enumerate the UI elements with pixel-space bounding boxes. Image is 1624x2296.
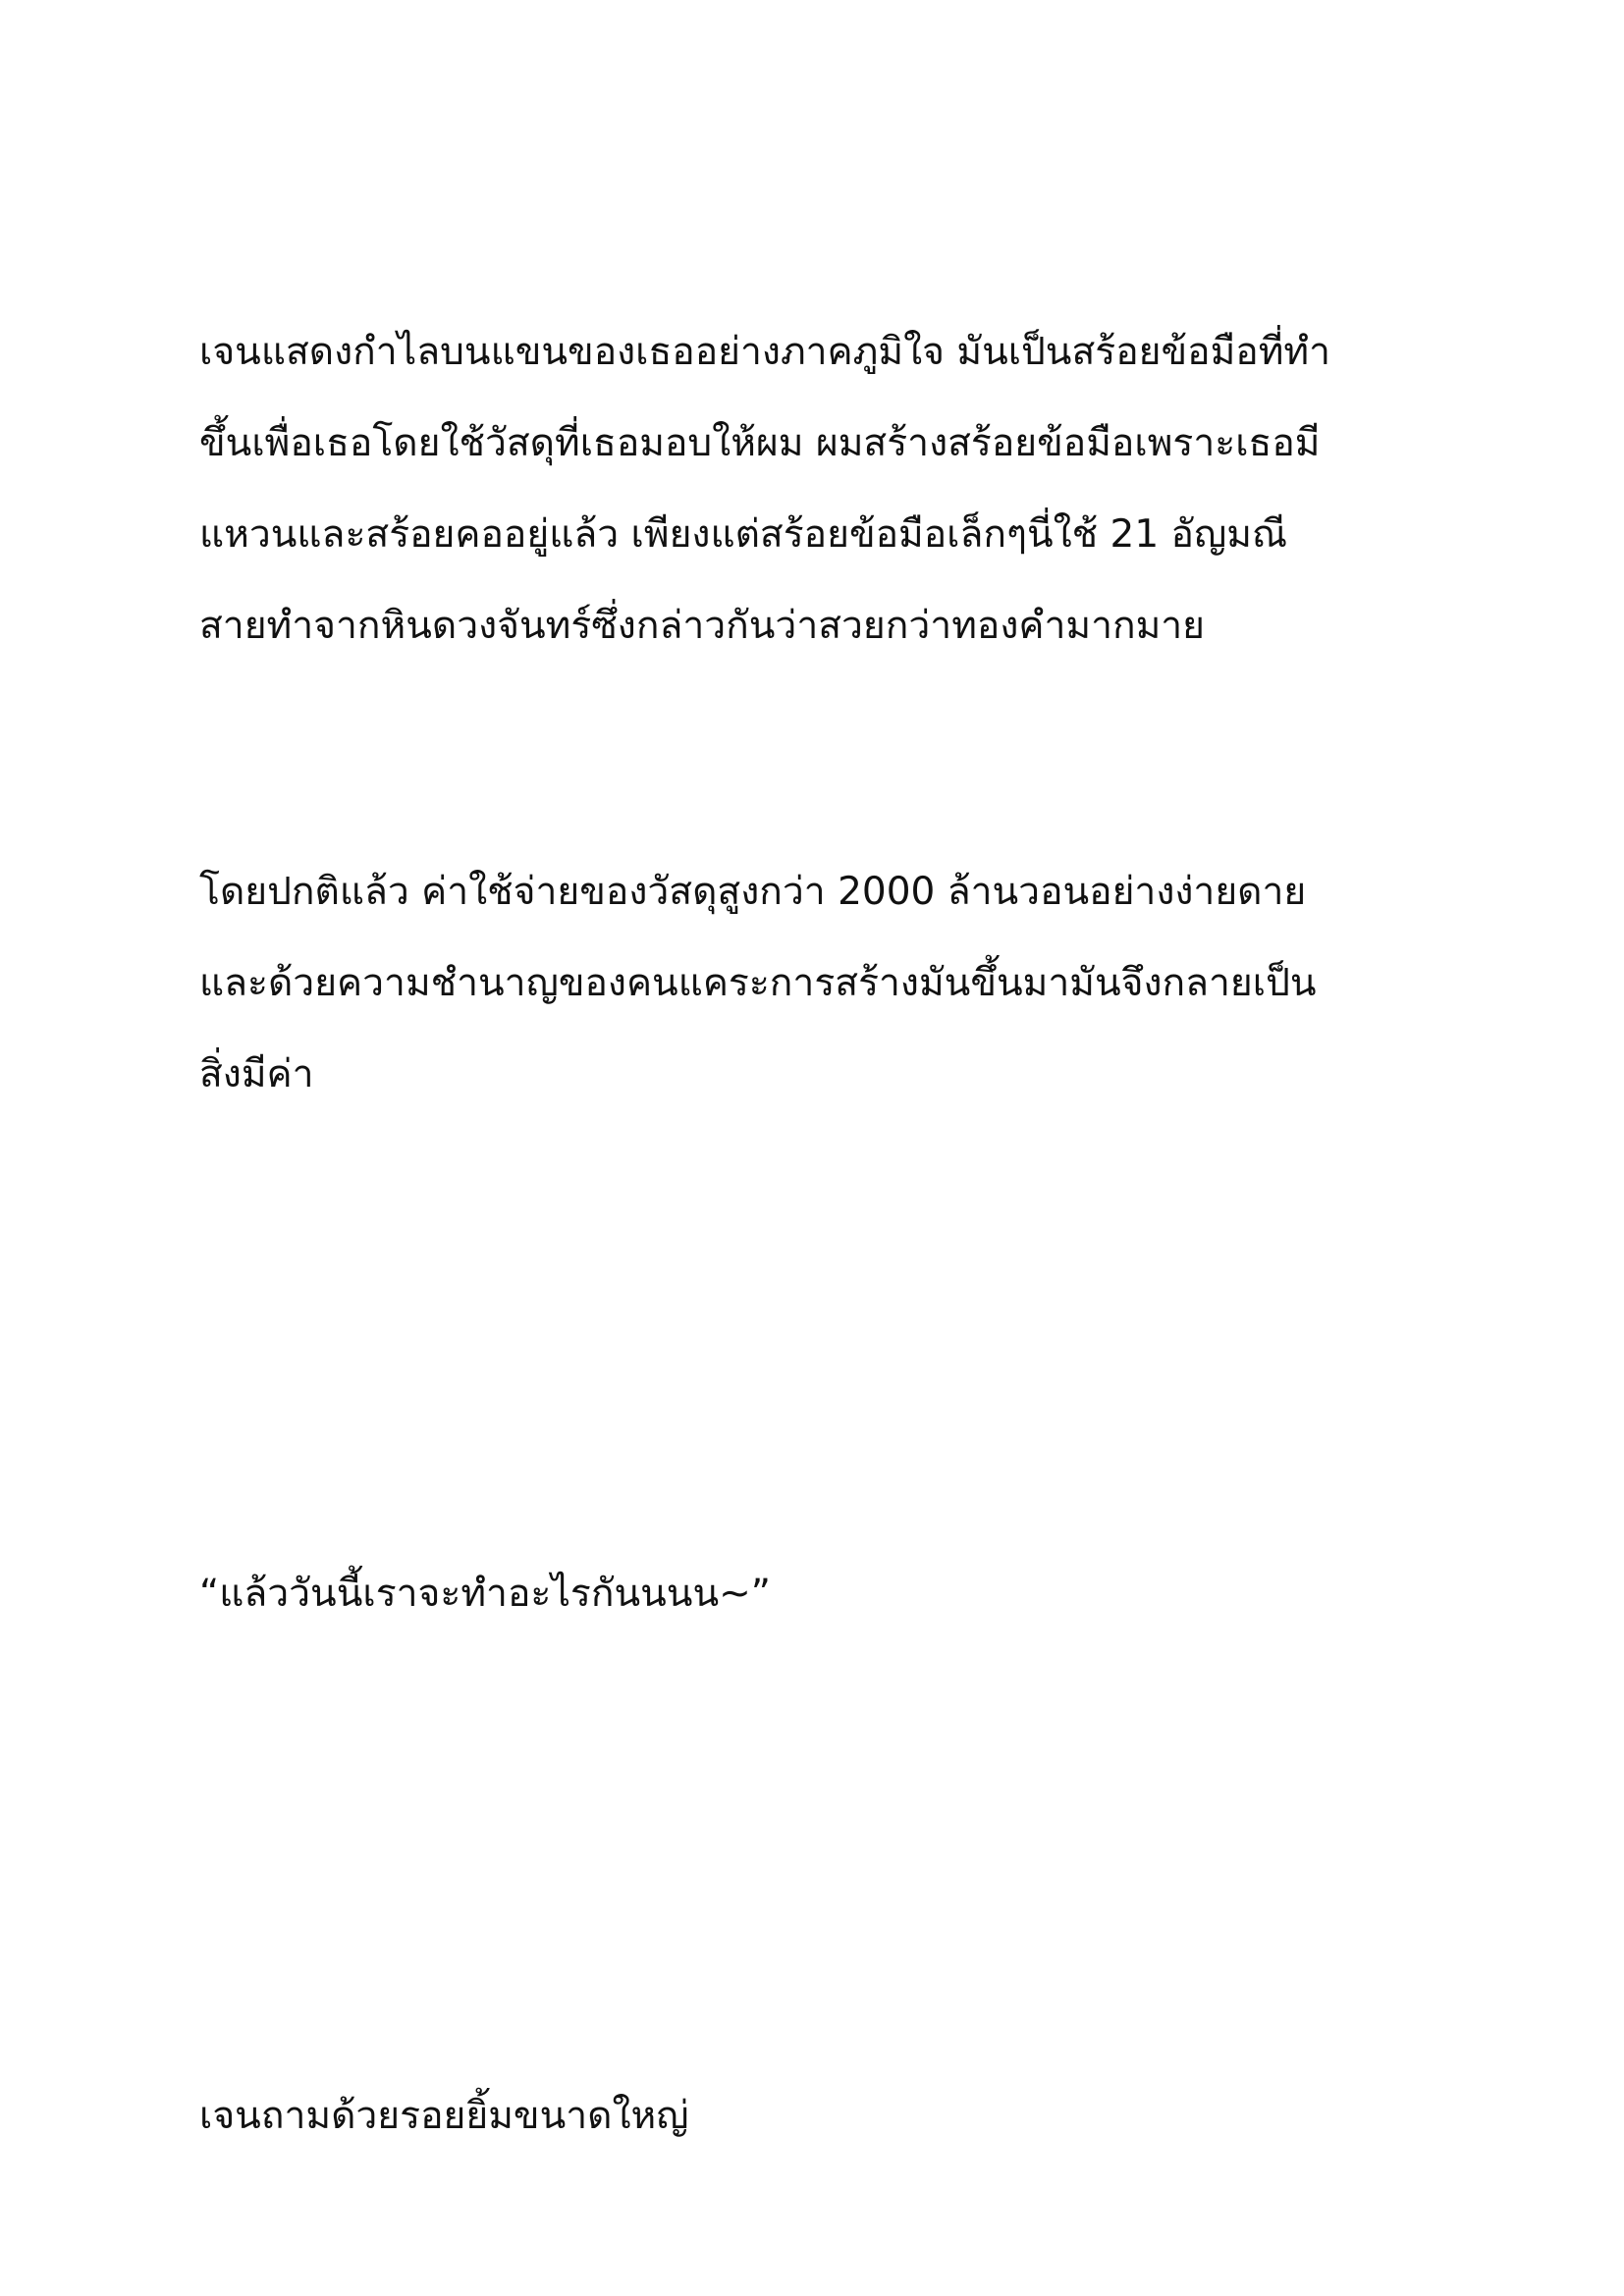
paragraph-cost — [199, 870, 1436, 1147]
paragraph-line: และด้วยความชำนาญของคนแคระการสร้างมันขึ้นมามันจึงกลายเป็น — [199, 961, 1317, 1005]
paragraph-line: โดยปกติแล้ว ค่าใช้จ่ายของวัสดุสูงกว่า 2000 ล้านวอนอย่างง่ายดาย — [199, 870, 1307, 914]
paragraph-line: ขึ้นเพื่อเธอโดยใช้วัสดุที่เธอมอบให้ผม ผมสร้างสร้อยข้อมือเพราะเธอมี — [199, 421, 1321, 465]
paragraph-line: สายทำจากหินดวงจันทร์ซึ่งกล่าวกันว่าสวยกว่าทองคำมากมาย — [199, 604, 1206, 648]
dialogue-quote: “แล้ววันนี้เราจะทำอะไรกันนนน~” — [199, 1572, 772, 1616]
paragraph-line: สิ่งมีค่า — [199, 1052, 314, 1096]
paragraph-line: แหวนและสร้อยคออยู่แล้ว เพียงแต่สร้อยข้อมือเล็กๆนี่ใช้ 21 อัญมณี — [199, 512, 1288, 557]
paragraph-line: เจนแสดงกำไลบนแขนของเธออย่างภาคภูมิใจ มันเป็นสร้อยข้อมือที่ทำ — [199, 330, 1331, 374]
paragraph-bracelet — [199, 330, 1436, 698]
narration-closing: เจนถามด้วยรอยยิ้มขนาดใหญ่ — [199, 2094, 689, 2138]
